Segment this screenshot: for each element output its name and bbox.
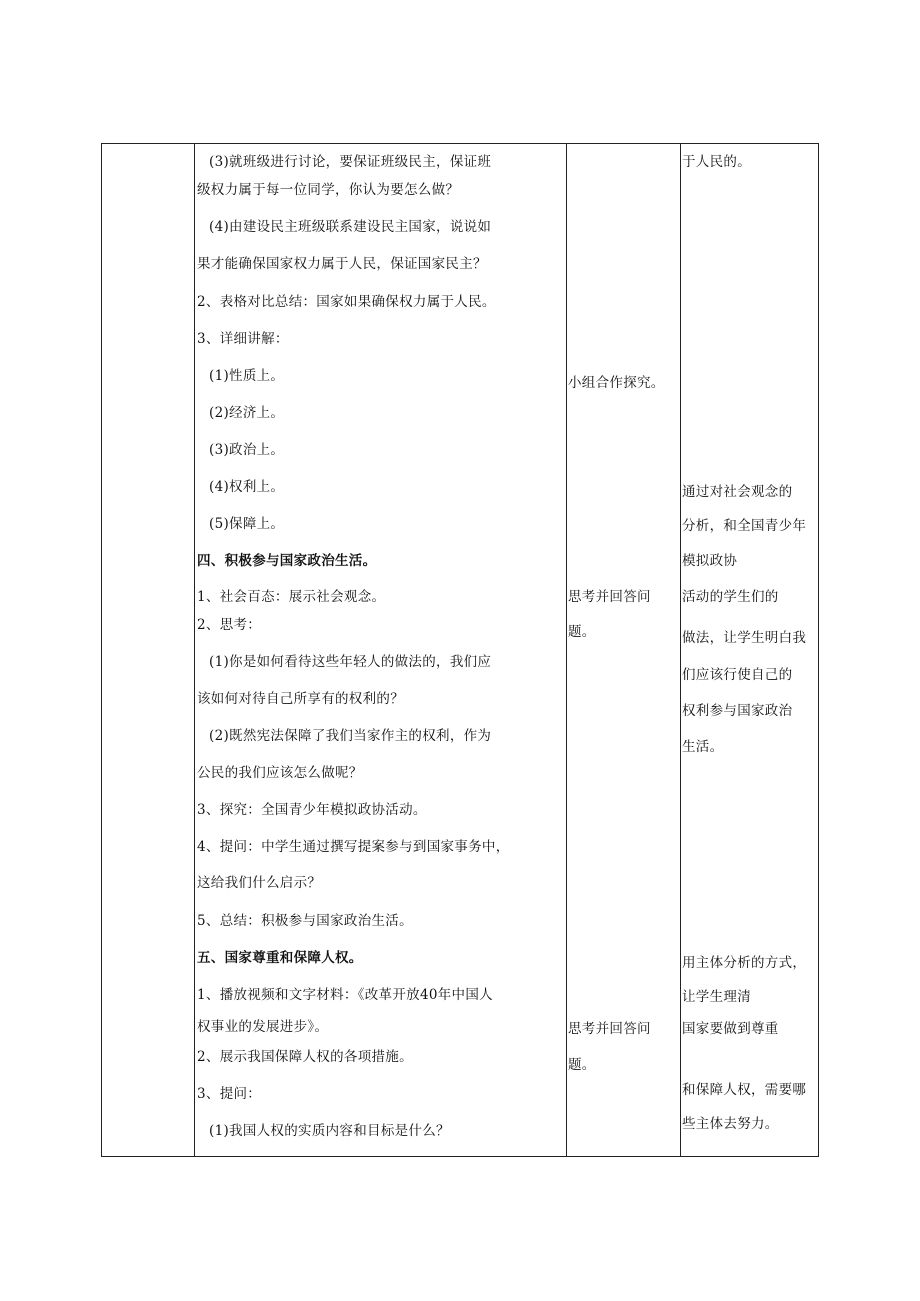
content-line: 级权力属于每一位同学，你认为要怎么做？: [197, 182, 460, 198]
design-intent-text: 分析，和全国青少年: [682, 518, 807, 534]
design-intent-text: 生活。: [682, 739, 724, 755]
content-line: 2、思考：: [197, 617, 262, 633]
content-line: 权事业的发展进步》。: [197, 1019, 329, 1035]
design-intent-text: 做法，让学生明白我: [682, 630, 807, 646]
content-line: (4)由建设民主班级联系建设民主国家，说说如: [209, 219, 492, 235]
content-line: (2)既然宪法保障了我们当家作主的权利，作为: [209, 728, 492, 744]
design-intent-text: 些主体去努力。: [682, 1116, 779, 1132]
design-intent-text: 国家要做到尊重: [682, 1021, 779, 1037]
empty-first-column: [102, 144, 194, 1156]
design-intent-text: 让学生理清: [682, 989, 751, 1005]
section-heading: 四、积极参与国家政治生活。: [197, 553, 377, 569]
content-line: 1、社会百态：展示社会观念。: [197, 589, 386, 605]
content-line: 2、表格对比总结：国家如果确保权力属于人民。: [197, 294, 496, 310]
content-line: (1)我国人权的实质内容和目标是什么？: [209, 1123, 450, 1139]
design-intent-text: 于人民的。: [682, 154, 751, 170]
content-line: 公民的我们应该怎么做呢？: [197, 765, 363, 781]
design-intent-text: 活动的学生们的: [682, 589, 779, 605]
design-intent-text: 模拟政协: [682, 553, 738, 569]
student-activity-text: 小组合作探究。: [568, 375, 665, 391]
content-line: 3、提问：: [197, 1086, 262, 1102]
content-line: 果才能确保国家权力属于人民，保证国家民主？: [197, 256, 487, 272]
teaching-content-column: [195, 144, 565, 1156]
design-intent-text: 通过对社会观念的: [682, 484, 793, 500]
content-line: (4)权利上。: [209, 479, 285, 495]
design-intent-text: 和保障人权，需要哪: [682, 1082, 807, 1098]
student-activity-column: [567, 144, 679, 1156]
content-line: 5、总结：积极参与国家政治生活。: [197, 913, 413, 929]
content-line: (1)性质上。: [209, 368, 285, 384]
design-intent-text: 权利参与国家政治: [682, 703, 793, 719]
design-intent-text: 用主体分析的方式，: [682, 955, 807, 971]
content-line: 4、提问：中学生通过撰写提案参与到国家事务中，: [197, 839, 510, 855]
section-heading: 五、国家尊重和保障人权。: [197, 950, 363, 966]
content-line: 2、展示我国保障人权的各项措施。: [197, 1049, 413, 1065]
student-activity-text: 思考并回答问: [568, 1021, 651, 1037]
content-line: (3)就班级进行讨论，要保证班级民主，保证班: [209, 154, 492, 170]
design-intent-column: [681, 144, 818, 1156]
lesson-plan-table: [101, 143, 819, 1157]
student-activity-text: 题。: [568, 1057, 596, 1073]
content-line: 3、探究：全国青少年模拟政协活动。: [197, 802, 427, 818]
design-intent-text: 们应该行使自己的: [682, 667, 793, 683]
content-line: (5)保障上。: [209, 516, 285, 532]
content-line: 3、详细讲解：: [197, 331, 289, 347]
content-line: 1、播放视频和文字材料：《改革开放40年中国人: [197, 987, 493, 1003]
content-line: 该如何对待自己所享有的权利的？: [197, 691, 404, 707]
student-activity-text: 思考并回答问: [568, 589, 651, 605]
content-line: (3)政治上。: [209, 442, 285, 458]
student-activity-text: 题。: [568, 624, 596, 640]
content-line: (1)你是如何看待这些年轻人的做法的，我们应: [209, 654, 492, 670]
content-line: 这给我们什么启示？: [197, 875, 322, 891]
content-line: (2)经济上。: [209, 405, 285, 421]
